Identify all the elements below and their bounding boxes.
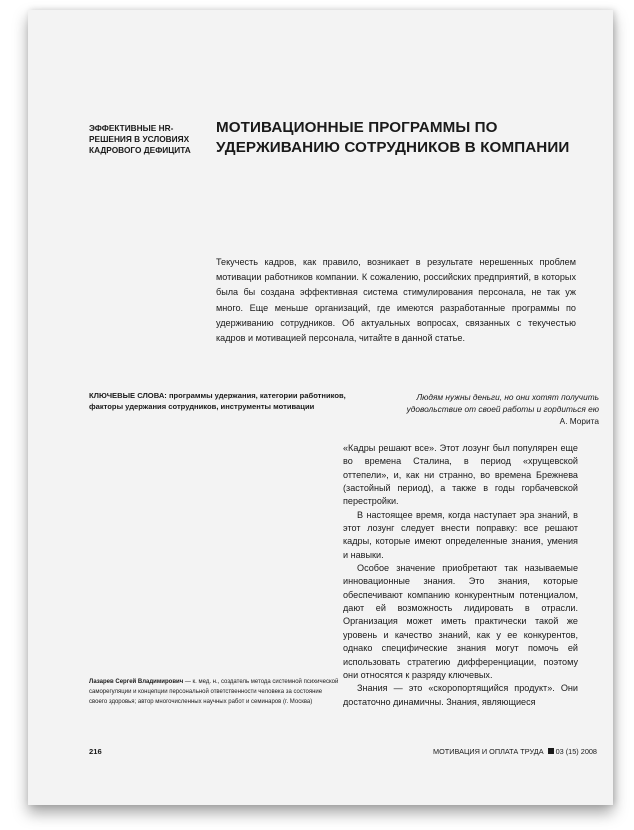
article-body [343,442,578,709]
body-paragraph: Особое значение приобретают так называемые инновационные знания. Это знания, которые обеспечивают компанию конкурентным потенциалом, дают ей возможность лидировать в отрасли. Организация может иметь практически такой же уровень и качество знаний, как у ее конкурентов, однако специфические знания могут помочь ей использовать стратегию дифференциации, поэтому они относятся к разряду ключевых. [343,563,578,680]
author-note [89,677,339,707]
article-lead [216,255,576,346]
journal-name: МОТИВАЦИЯ И ОПЛАТА ТРУДА [433,747,544,756]
epigraph-quote: Людям нужны деньги, но они хотят получить удовольствие от своей работы и гордиться ею [406,392,599,414]
epigraph [364,391,599,427]
keywords: КЛЮЧЕВЫЕ СЛОВА: программы удержания, категории работников, факторы удержания сотрудников, инструменты мотивации [89,391,346,411]
square-bullet-icon [548,748,554,754]
body-paragraph: «Кадры решают все». Этот лозунг был популярен еще во времена Сталина, в период «хрущевской оттепели», и, как ни странно, во времена Брежнева (застойный период), а также в годы горбачевской перестройки. [343,443,578,507]
article-title: МОТИВАЦИОННЫЕ ПРОГРАММЫ ПО УДЕРЖИВАНИЮ СОТРУДНИКОВ В КОМПАНИИ [216,119,570,156]
body-paragraph: В настоящее время, когда наступает эра знаний, в этот лозунг следует внести поправку: все решают кадры, которые имеют определенные знания, умения и навыки. [343,509,578,560]
running-footer [426,747,597,756]
epigraph-author: А. Морита [559,416,599,426]
page-number: 216 [89,747,102,756]
issue-number: 03 (15) 2008 [555,747,597,756]
body-paragraph: Знания — это «скоропортящийся продукт». Они достаточно динамичны. Знания, являющиеся [343,683,578,707]
lead-paragraph: Текучесть кадров, как правило, возникает в результате нерешенных проблем мотивации работников компании. К сожалению, российских предприятий, в которых была бы создана эффективная система стимулирования персонала, не так уж много. Еще меньше организаций, где имеются разработанные программы по удерживанию сотрудников. Об актуальных вопросах, связанных с текучестью кадров и мотивацией персонала, читайте в данной статье. [216,257,576,344]
journal-page [28,10,613,805]
section-rubric: ЭФФЕКТИВНЫЕ HR-РЕШЕНИЯ В УСЛОВИЯХ КАДРОВОГО ДЕФИЦИТА [89,123,191,155]
author-name: Лазарев Сергей Владимирович [89,679,184,685]
author-bio: — к. мед. н., создатель метода системной психической саморегуляции и концепции персональной ответственности человека за состояние своего здоровья; автор многочисленных научных работ и семинаров (г. Москва) [89,679,339,705]
